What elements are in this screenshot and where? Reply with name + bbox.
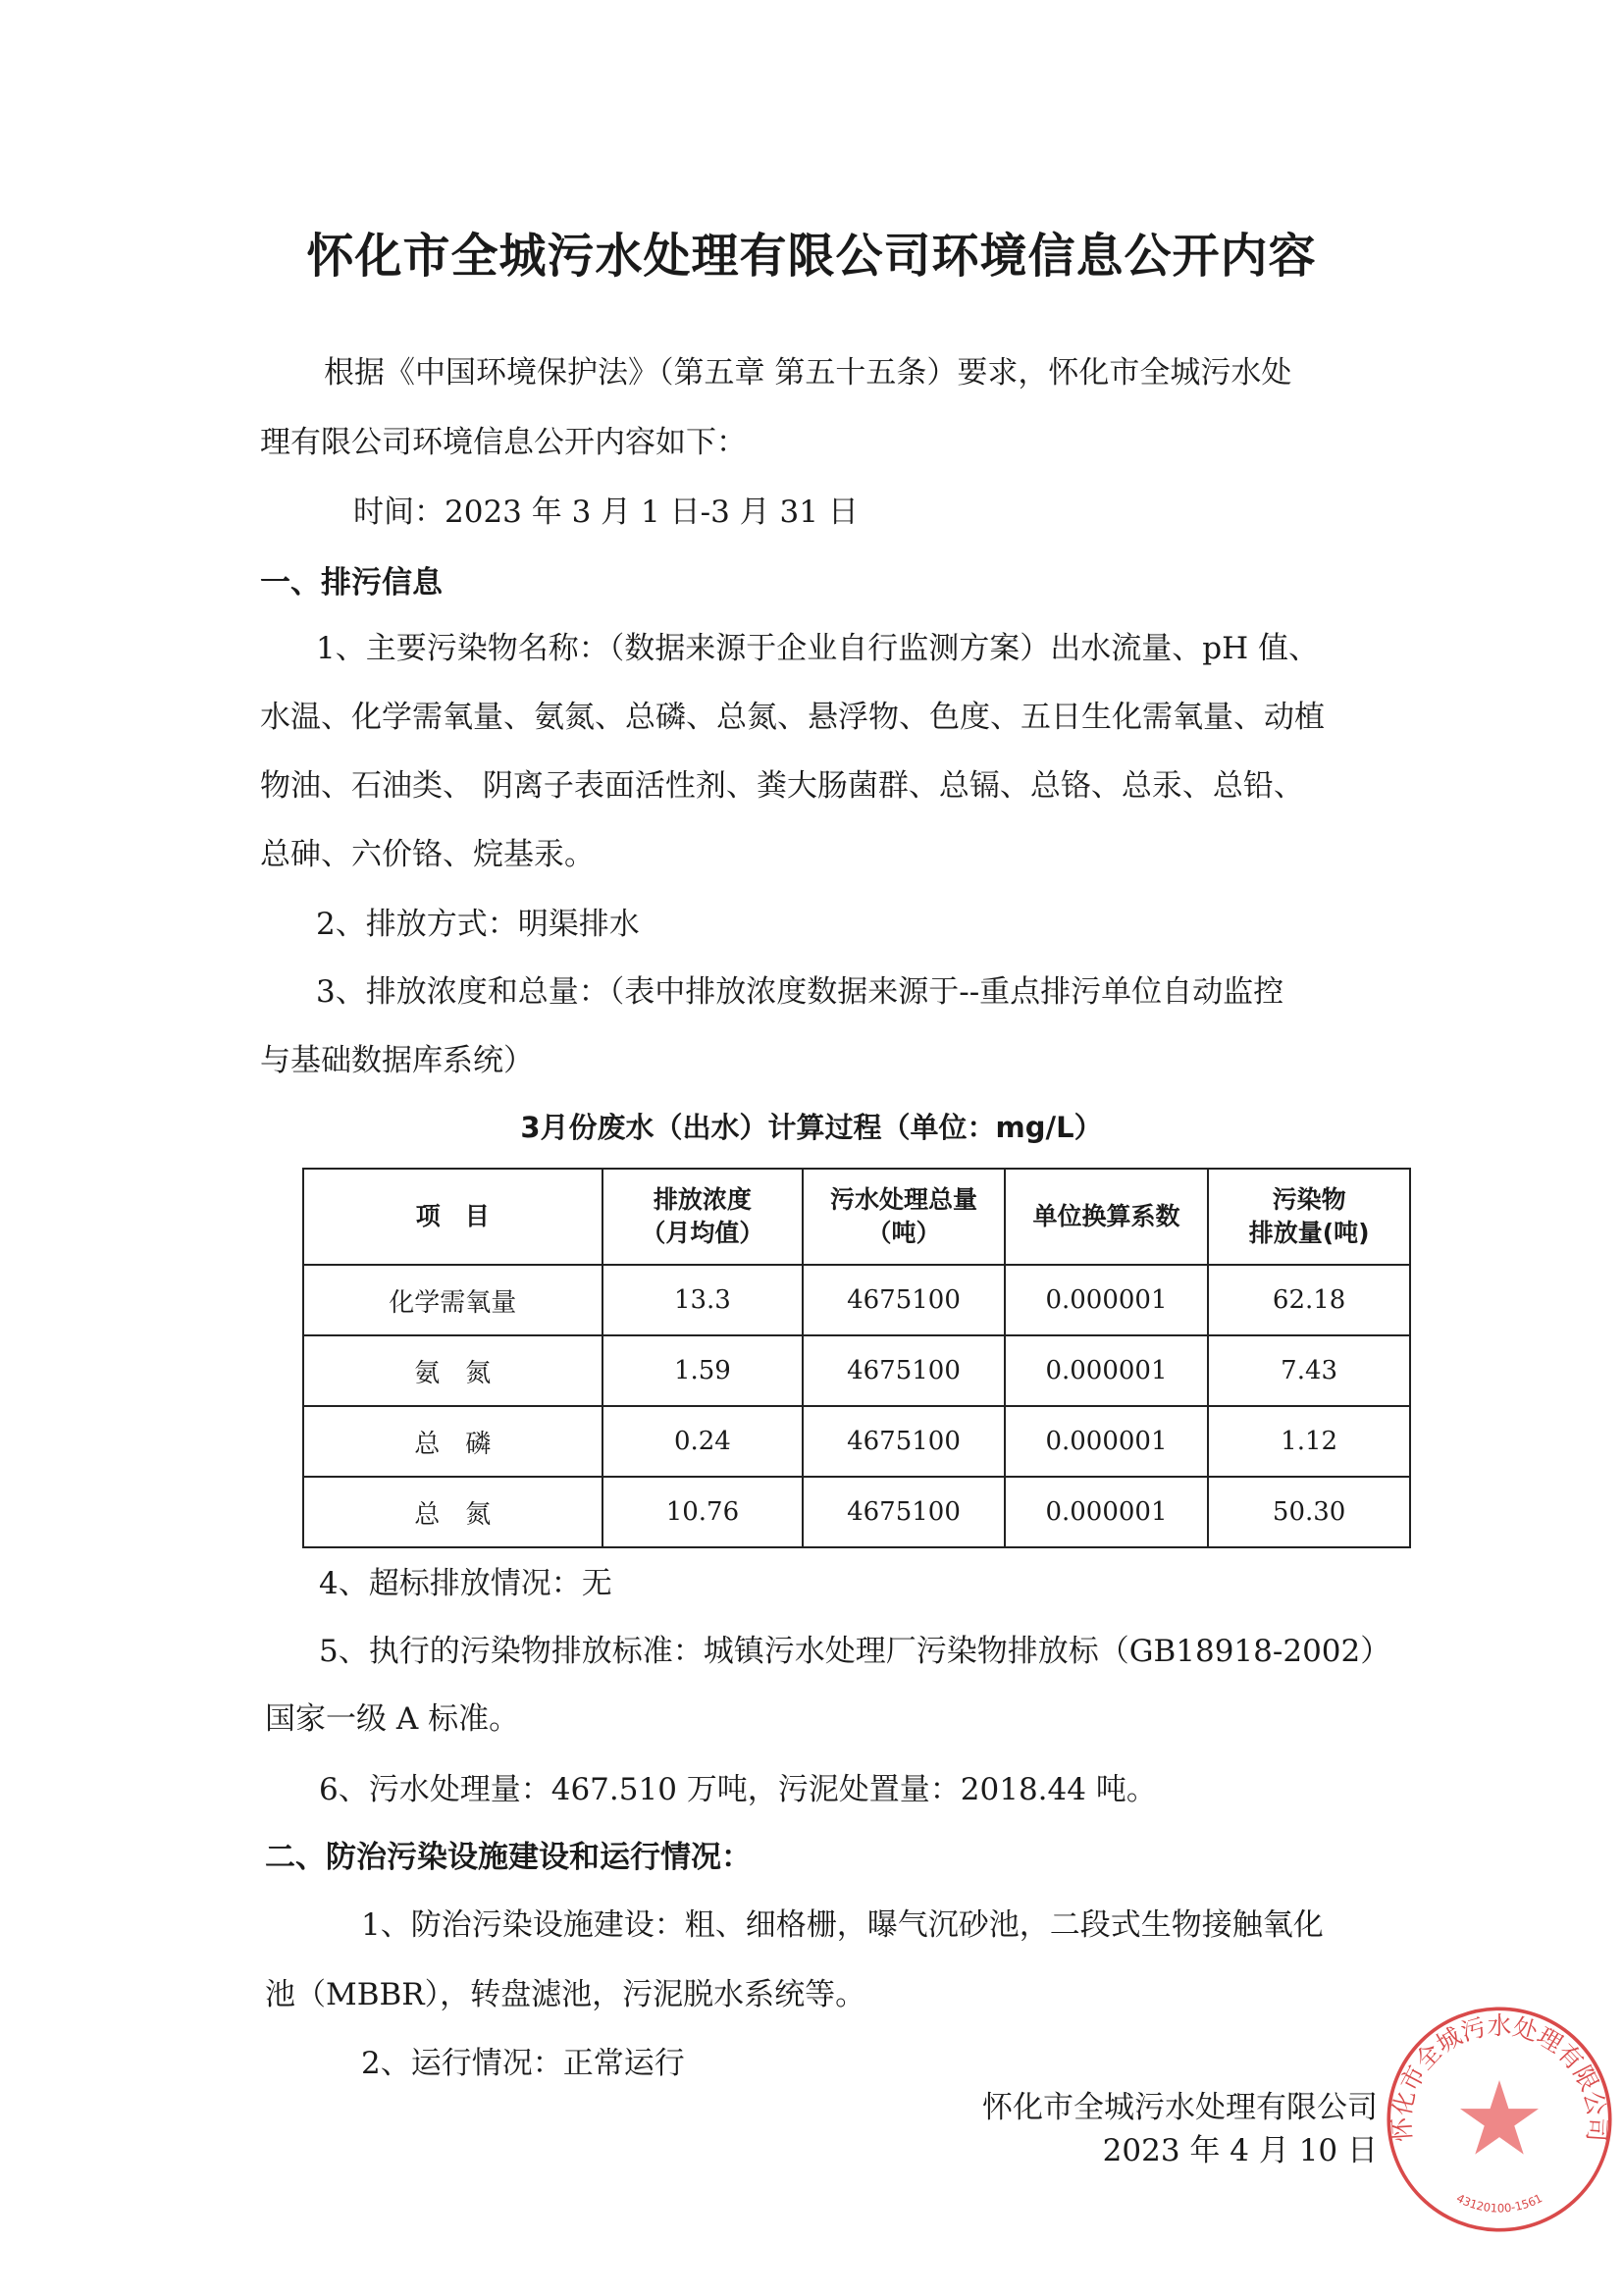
table-row bbox=[303, 1265, 1410, 1335]
cell-factor: 0.000001 bbox=[1005, 1335, 1209, 1406]
header-conversion-factor: 单位换算系数 bbox=[1005, 1169, 1209, 1265]
header-emission: 污染物 排放量(吨) bbox=[1208, 1169, 1410, 1265]
company-seal bbox=[1382, 2002, 1617, 2237]
item3-line-2: 与基础数据库系统） bbox=[260, 1043, 534, 1078]
table-row bbox=[303, 1406, 1410, 1477]
cell-volume: 4675100 bbox=[803, 1406, 1004, 1477]
intro-line-1: 根据《中国环境保护法》（第五章 第五十五条）要求，怀化市全城污水处 bbox=[324, 355, 1292, 391]
item2: 2、排放方式：明渠排水 bbox=[316, 907, 640, 942]
s2-item1-line-1: 1、防治污染设施建设：粗、细格栅，曝气沉砂池，二段式生物接触氧化 bbox=[361, 1907, 1324, 1943]
section2-heading: 二、防治污染设施建设和运行情况： bbox=[265, 1840, 752, 1875]
signature-date: 2023 年 4 月 10 日 bbox=[1102, 2133, 1378, 2168]
table-row bbox=[303, 1477, 1410, 1547]
header-item: 项 目 bbox=[303, 1169, 602, 1265]
cell-emission: 1.12 bbox=[1208, 1406, 1410, 1477]
cell-item: 化学需氧量 bbox=[303, 1265, 602, 1335]
cell-volume: 4675100 bbox=[803, 1335, 1004, 1406]
table-caption: 3月份废水（出水）计算过程（单位：mg/L） bbox=[520, 1111, 1103, 1144]
page-title: 怀化市全城污水处理有限公司环境信息公开内容 bbox=[306, 229, 1317, 284]
cell-emission: 7.43 bbox=[1208, 1335, 1410, 1406]
item3-line-1: 3、排放浓度和总量：（表中排放浓度数据来源于--重点排污单位自动监控 bbox=[316, 974, 1284, 1010]
cell-emission: 62.18 bbox=[1208, 1265, 1410, 1335]
cell-volume: 4675100 bbox=[803, 1265, 1004, 1335]
cell-concentration: 1.59 bbox=[602, 1335, 804, 1406]
item1-line-1: 1、主要污染物名称：（数据来源于企业自行监测方案）出水流量、pH 值、 bbox=[316, 631, 1319, 666]
item1-line-4: 总砷、六价铬、烷基汞。 bbox=[260, 837, 595, 872]
cell-item: 总 氮 bbox=[303, 1477, 602, 1547]
cell-concentration: 0.24 bbox=[602, 1406, 804, 1477]
seal-star-icon bbox=[1460, 2080, 1539, 2155]
seal-text: 怀化市全城污水处理有限公司 bbox=[1387, 2011, 1612, 2143]
s2-item1-line-2: 池（MBBR），转盘滤池，污泥脱水系统等。 bbox=[265, 1977, 866, 2012]
item5-line-1: 5、执行的污染物排放标准：城镇污水处理厂污染物排放标（GB18918-2002） bbox=[319, 1634, 1391, 1669]
cell-factor: 0.000001 bbox=[1005, 1265, 1209, 1335]
cell-item: 总 磷 bbox=[303, 1406, 602, 1477]
period: 时间：2023 年 3 月 1 日-3 月 31 日 bbox=[353, 495, 859, 530]
cell-emission: 50.30 bbox=[1208, 1477, 1410, 1547]
table-row bbox=[303, 1335, 1410, 1406]
cell-volume: 4675100 bbox=[803, 1477, 1004, 1547]
item5-line-2: 国家一级 A 标准。 bbox=[265, 1701, 520, 1737]
s2-item2: 2、运行情况：正常运行 bbox=[361, 2046, 685, 2081]
intro-line-2: 理有限公司环境信息公开内容如下： bbox=[260, 425, 747, 460]
item6: 6、污水处理量：467.510 万吨，污泥处置量：2018.44 吨。 bbox=[319, 1772, 1157, 1807]
cell-item: 氨 氮 bbox=[303, 1335, 602, 1406]
item4: 4、超标排放情况：无 bbox=[319, 1566, 612, 1601]
emission-table bbox=[302, 1168, 1411, 1548]
header-total-volume: 污水处理总量 （吨） bbox=[803, 1169, 1004, 1265]
cell-concentration: 13.3 bbox=[602, 1265, 804, 1335]
section1-heading: 一、排污信息 bbox=[260, 565, 443, 600]
header-concentration: 排放浓度 （月均值） bbox=[602, 1169, 804, 1265]
cell-concentration: 10.76 bbox=[602, 1477, 804, 1547]
item1-line-2: 水温、化学需氧量、氨氮、总磷、总氮、悬浮物、色度、五日生化需氧量、动植 bbox=[260, 700, 1325, 735]
table-header-row bbox=[303, 1169, 1410, 1265]
item1-line-3: 物油、石油类、 阴离子表面活性剂、粪大肠菌群、总镉、总铬、总汞、总铅、 bbox=[260, 768, 1304, 804]
cell-factor: 0.000001 bbox=[1005, 1477, 1209, 1547]
signature-company: 怀化市全城污水处理有限公司 bbox=[982, 2090, 1378, 2125]
cell-factor: 0.000001 bbox=[1005, 1406, 1209, 1477]
seal-code: 43120100-1561 bbox=[1454, 2191, 1544, 2216]
